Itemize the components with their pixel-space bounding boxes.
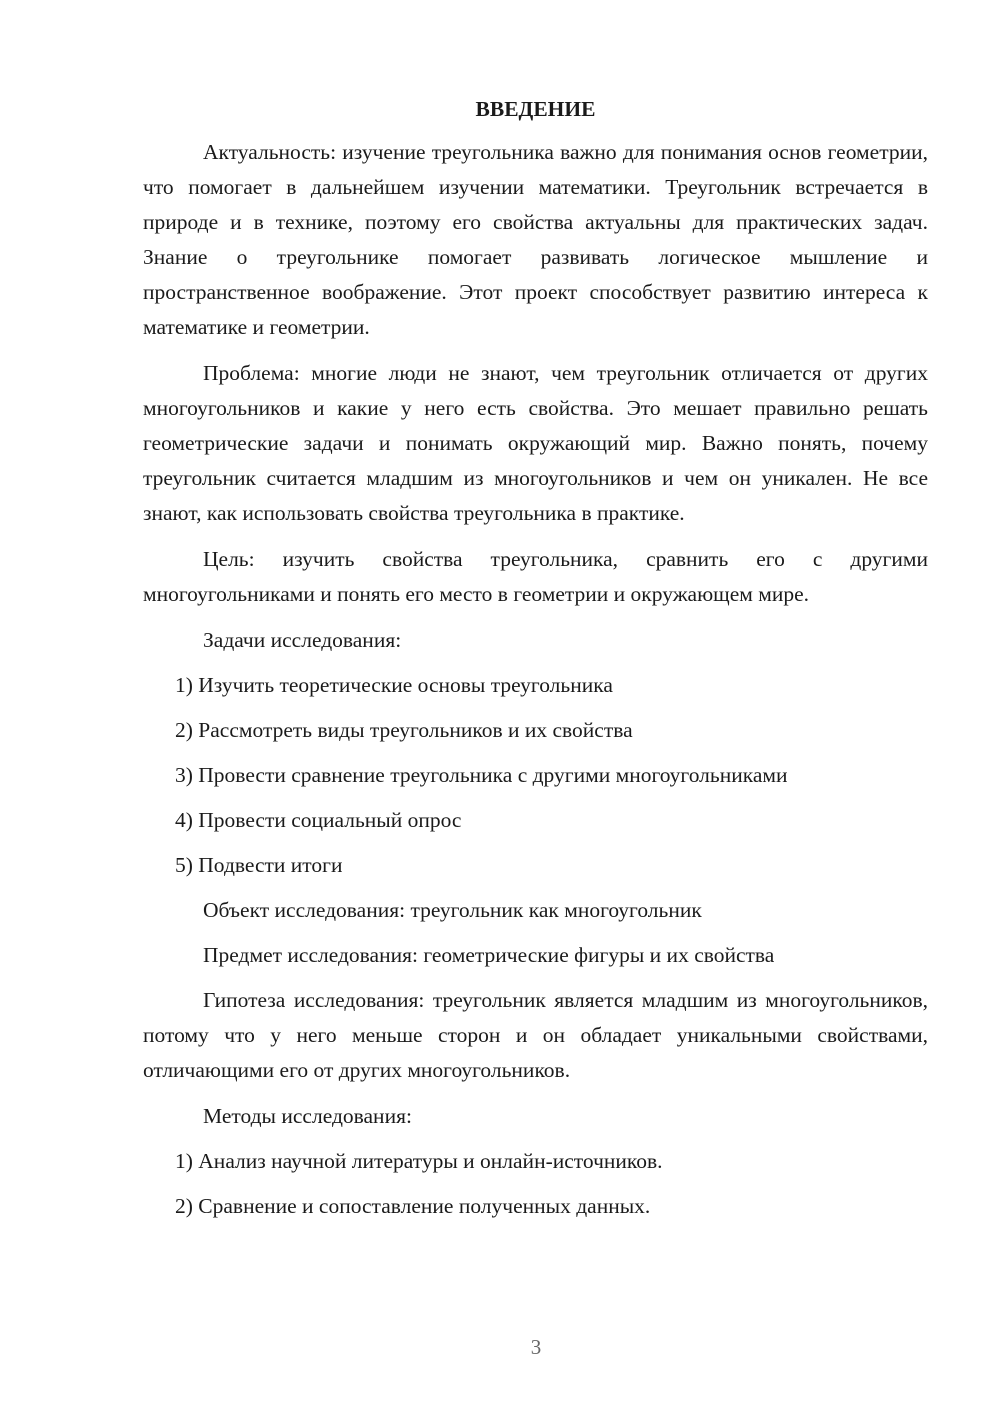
- tasks-heading: Задачи исследования:: [203, 628, 402, 652]
- methods-heading: Методы исследования:: [203, 1104, 412, 1128]
- subject-line: Предмет исследования: геометрические фигуры и их свойства: [203, 943, 775, 967]
- task-item-3: 3) Провести сравнение треугольника с другими многоугольниками: [175, 763, 788, 787]
- task-item-5: 5) Подвести итоги: [175, 853, 343, 877]
- task-item-4: 4) Провести социальный опрос: [175, 808, 462, 832]
- problem-paragraph: Проблема: многие люди не знают, чем треугольник отличается от других многоугольников и какие у него есть свойства. Это мешает правильно решать геометрические задачи и понимать окружающий мир. Важно понять, почему треугольник считается младшим из многоугольников и чем он уникален. Не все знают, как использовать свойства треугольника в практике.: [143, 361, 928, 525]
- hypothesis-paragraph: Гипотеза исследования: треугольник является младшим из многоугольников, потому что у него меньше сторон и он обладает уникальными свойствами, отличающими его от других многоугольников.: [143, 988, 928, 1082]
- task-item-2: 2) Рассмотреть виды треугольников и их свойства: [175, 718, 633, 742]
- method-item-1: 1) Анализ научной литературы и онлайн-источников.: [175, 1149, 663, 1173]
- method-item-2: 2) Сравнение и сопоставление полученных данных.: [175, 1194, 651, 1218]
- page-number: 3: [530, 1335, 542, 1359]
- relevance-paragraph: Актуальность: изучение треугольника важно для понимания основ геометрии, что помогает в дальнейшем изучении математики. Треугольник встречается в природе и в технике, поэтому его свойства актуальны для практических задач. Знание о треугольнике помогает развивать логическое мышление и пространственное воображение. Этот проект способствует развитию интереса к математике и геометрии.: [143, 140, 928, 339]
- task-item-1: 1) Изучить теоретические основы треугольника: [175, 673, 613, 697]
- object-line: Объект исследования: треугольник как многоугольник: [203, 898, 702, 922]
- page-content: [143, 92, 928, 1234]
- goal-paragraph: Цель: изучить свойства треугольника, сравнить его с другими многоугольниками и понять его место в геометрии и окружающем мире.: [143, 547, 928, 606]
- page-title: ВВЕДЕНИЕ: [475, 97, 596, 121]
